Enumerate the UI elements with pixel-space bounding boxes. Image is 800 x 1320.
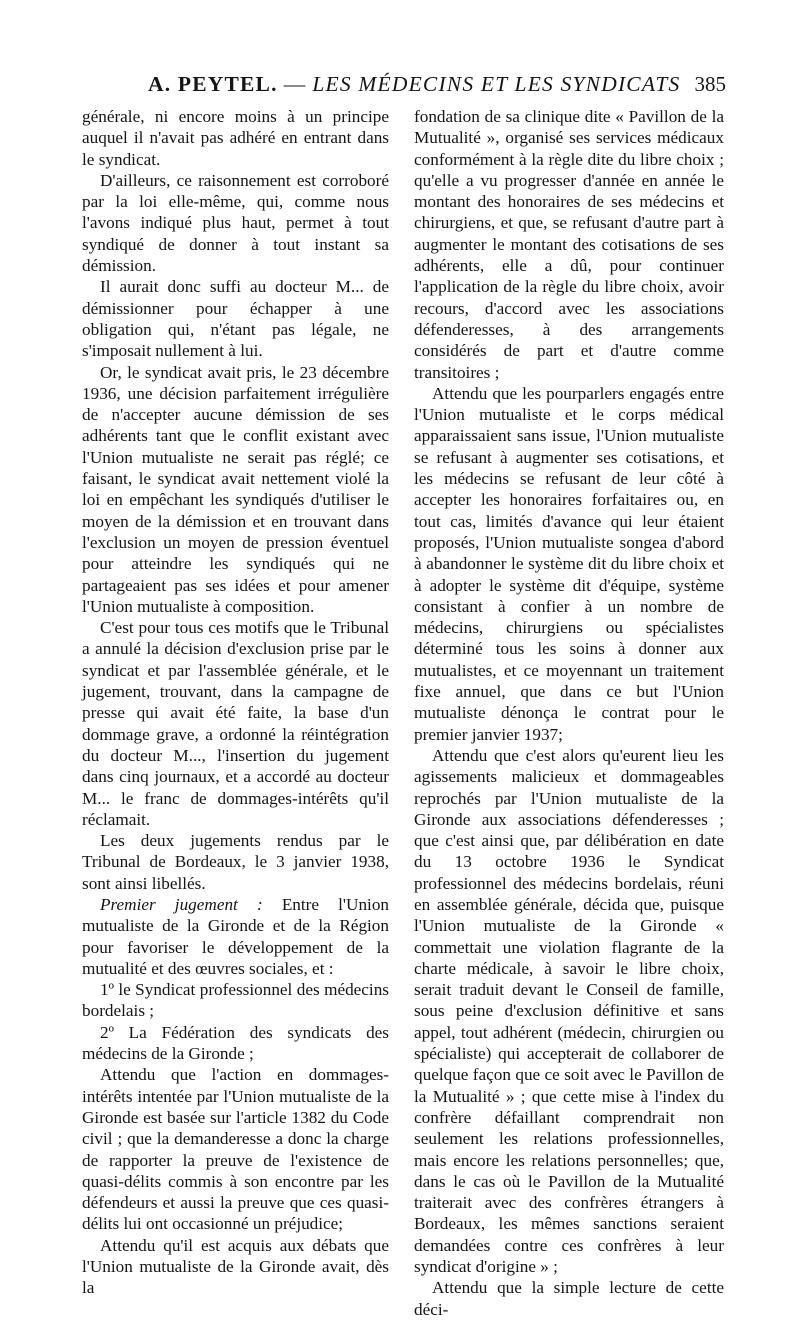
running-header [80, 70, 726, 104]
paragraph: Attendu que les pourparlers engagés entre l'Union mutualiste et le corps médical apparaissaient sans issue, l'Union mutualiste se refusant à augmenter ses cotisations, et les médecins se refusant de leur côté à accepter les honoraires forfaitaires ou, en tout cas, limités d'avance qui leur étaient proposés, l'Union mutualiste songea d'abord à abandonner le système dit du libre choix et à adopter le système dit d'équipe, système consistant à confier à un nombre de médecins, chirurgiens ou spécialistes déterminé tous les soins à donner aux mutualistes, et ce moyennant un traitement fixe annuel, que dans ce but l'Union mutualiste dénonça le contrat pour le premier janvier 1937; [414, 383, 724, 744]
paragraph: Attendu que c'est alors qu'eurent lieu les agissements malicieux et dommageables reprochés par l'Union mutualiste de la Gironde aux associations défenderesses ; que c'est ainsi que, par délibération en date du 13 octobre 1936 le Syndicat professionnel des médecins bordelais, réuni en assemblée générale, décida que, puisque l'Union mutualiste de la Gironde « commettait une violation flagrante de la charte médicale, à savoir le libre choix, serait traduit devant le Conseil de famille, sous peine d'exclusion définitive et sans appel, tout adhérent (médecin, chirurgien ou spécialiste) qui accepterait de collaborer de quelque façon que ce soit avec le Pavillon de la Mutualité » ; que cette mise à l'index du confrère défaillant comprendrait non seulement les relations professionnelles, mais encore les relations personnelles; que, dans le cas où le Pavillon de la Mutualité traiterait avec des confrères étrangers à Bordeaux, les mêmes sanctions seraient demandées contre ces confrères à leur syndicat d'origine » ; [414, 745, 724, 1277]
paragraph: Attendu que l'action en dommages-intérêts intentée par l'Union mutualiste de la Gironde est basée sur l'article 1382 du Code civil ; que la demanderesse a donc la charge de rapporter la preuve de l'existence de quasi-délits commis à son encontre par les défendeurs et aussi la preuve que ces quasi-délits lui ont occasionné un préjudice; [82, 1065, 389, 1234]
left-column [82, 106, 389, 1299]
paragraph: générale, ni encore moins à un principe auquel il n'avait pas adhéré en entrant dans le syndicat. [82, 107, 389, 169]
party-item: 2º La Fédération des syndicats des médecins de la Gironde ; [82, 1022, 389, 1064]
paragraph: Attendu qu'il est acquis aux débats que l'Union mutualiste de la Gironde avait, dès la [82, 1235, 389, 1298]
header-author: A. PEYTEL. [148, 72, 278, 96]
header-article-title: LES MÉDECINS ET LES SYNDICATS [312, 72, 681, 96]
first-judgment-label: Premier jugement : [100, 894, 263, 914]
paragraph: C'est pour tous ces motifs que le Tribunal a annulé la décision d'exclusion prise par le syndicat et par l'assemblée générale, et le jugement, trouvant, dans la campagne de presse qui avait été faite, la base d'un dommage grave, a ordonné la réintégration du docteur M..., l'insertion du jugement dans cinq journaux, et a accordé au docteur M... le franc de dommages-intérêts qu'il réclamait. [82, 618, 389, 829]
header-separator: — [283, 72, 307, 96]
paragraph: Il aurait donc suffi au docteur M... de démissionner pour échapper à une obligation qui, n'étant pas légale, ne s'imposait nullement à lui. [82, 277, 389, 361]
paragraph: D'ailleurs, ce raisonnement est corroboré par la loi elle-même, qui, comme nous l'avons indiqué plus haut, permet à tout syndiqué de donner à tout instant sa démission. [82, 170, 389, 276]
header-title [148, 72, 680, 97]
paragraph: fondation de sa clinique dite « Pavillon de la Mutualité », organisé ses services médicaux conformément à la règle dite du libre choix ; qu'elle a vu progresser d'année en année le montant des honoraires de ses médecins et chirurgiens, et que, se refusant d'autre part à augmenter le montant des cotisations de ses adhérents, elle a dû, pour continuer l'application de la règle du libre choix, avoir recours, d'accord avec les associations défenderesses, à des arrangements considérés de part et d'autre comme transitoires ; [414, 107, 724, 382]
paragraph: Les deux jugements rendus par le Tribunal de Bordeaux, le 3 janvier 1938, sont ainsi libellés. [82, 831, 389, 893]
page-number: 385 [694, 72, 726, 96]
right-column [414, 106, 724, 1320]
party-item: 1º le Syndicat professionnel des médecins bordelais ; [82, 980, 389, 1021]
paragraph: Or, le syndicat avait pris, le 23 décembre 1936, une décision parfaitement irrégulière de n'accepter aucune démission de ses adhérents tant que le conflit existant avec l'Union mutualiste ne serait pas réglé; ce faisant, le syndicat avait nettement violé la loi en empêchant les syndiqués d'utiliser le moyen de la démission et en trouvant dans l'exclusion un moyen de pression éventuel pour atteindre les syndiqués qui ne partageaient pas ses idées et pour amener l'Union mutualiste à composition. [82, 362, 389, 616]
paragraph: Attendu que la simple lecture de cette déci- [414, 1278, 724, 1319]
first-judgment-text: Entre l'Union mutualiste de la Gironde et de la Région pour favoriser le développement de la mutualité et des œuvres sociales, et : [82, 894, 390, 978]
first-judgment-paragraph [82, 894, 389, 979]
